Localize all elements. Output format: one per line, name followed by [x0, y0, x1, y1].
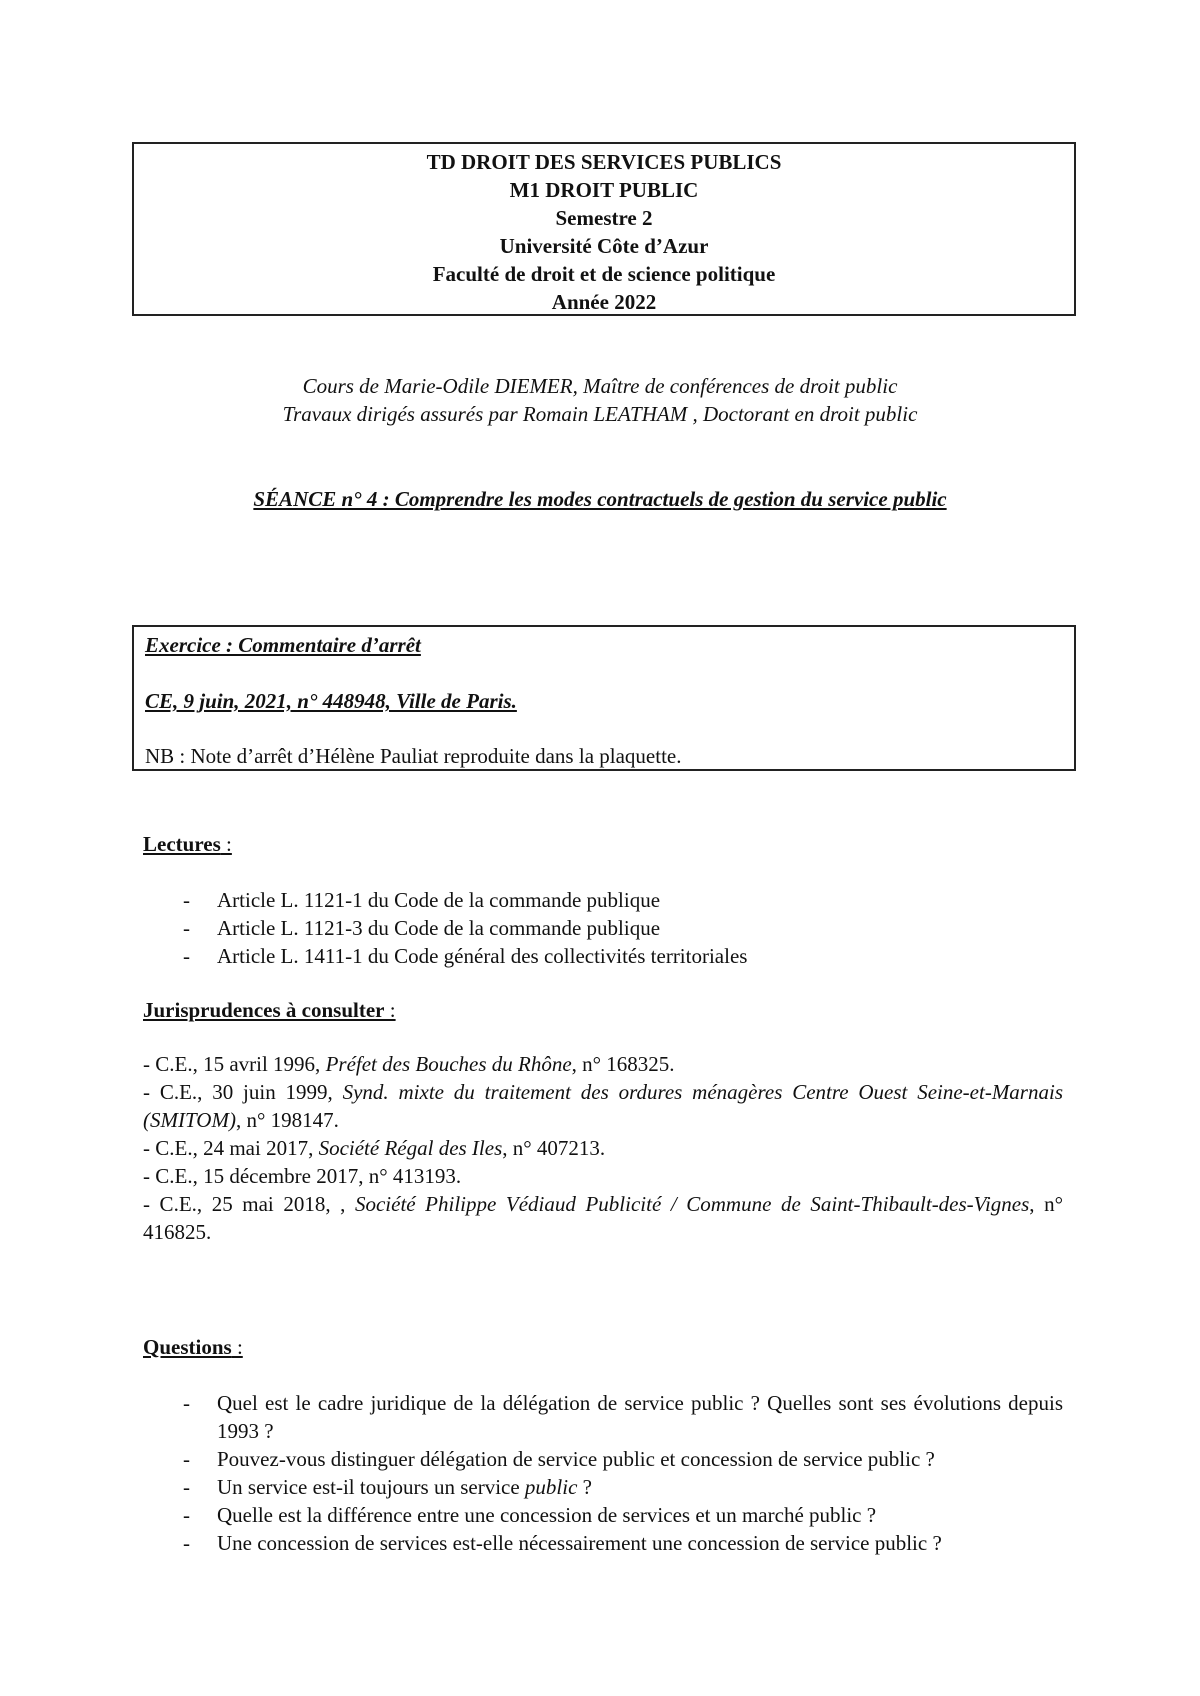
questions-suffix: : — [231, 1335, 243, 1359]
header-box — [132, 142, 1076, 316]
list-item: - Une concession de services est-elle nécessairement une concession de service public ? — [183, 1531, 942, 1555]
header-line: Faculté de droit et de science politique — [432, 262, 776, 286]
list-item: - Un service est-il toujours un service public ? — [183, 1475, 592, 1499]
header-line: Semestre 2 — [555, 206, 653, 230]
list-item: - Article L. 1121-3 du Code de la commande publique — [183, 916, 661, 940]
lectures-suffix: : — [220, 832, 232, 856]
questions-heading — [143, 1333, 243, 1361]
header-line: M1 DROIT PUBLIC — [509, 178, 699, 202]
jurisprudences-heading — [143, 996, 396, 1024]
list-item: - C.E., 24 mai 2017, Société Régal des Iles, n° 407213. — [143, 1136, 606, 1160]
lectures-list — [143, 886, 1063, 970]
seance-title: SÉANCE n° 4 : Comprendre les modes contractuels de gestion du service public — [253, 487, 947, 511]
header-line: Université Côte d’Azur — [499, 234, 709, 258]
list-item: - C.E., 15 décembre 2017, n° 413193. — [143, 1164, 462, 1188]
course-info — [0, 372, 1200, 428]
list-item: - Quel est le cadre juridique de la délégation de service public ? Quelles sont ses évolutions depuis 1993 ? — [183, 1391, 1063, 1443]
jurisprudences-list — [143, 1050, 1063, 1246]
lectures-title: Lectures — [143, 832, 221, 856]
list-item: - Pouvez-vous distinguer délégation de service public et concession de service public ? — [183, 1447, 935, 1471]
jurisprudences-title: Jurisprudences à consulter — [143, 998, 385, 1022]
questions-list — [143, 1389, 1063, 1557]
exercise-box — [132, 625, 1076, 771]
list-item: - Article L. 1411-1 du Code général des collectivités territoriales — [183, 944, 748, 968]
lecture-text: Article L. 1121-3 du Code de la commande publique — [217, 916, 661, 940]
course-lecturer: Cours de Marie-Odile DIEMER, Maître de conférences de droit public — [302, 374, 898, 398]
list-item: - C.E., 25 mai 2018, , Société Philippe Védiaud Publicité / Commune de Saint-Thibault-des-Vignes, n° 416825. — [143, 1192, 1063, 1244]
lectures-heading — [143, 830, 232, 858]
exercise-note: NB : Note d’arrêt d’Hélène Pauliat reproduite dans la plaquette. — [145, 744, 682, 768]
exercise-title: Exercice : Commentaire d’arrêt — [145, 633, 421, 657]
list-item: - Article L. 1121-1 du Code de la commande publique — [183, 888, 661, 912]
course-tutor: Travaux dirigés assurés par Romain LEATHAM , Doctorant en droit public — [282, 402, 918, 426]
questions-title: Questions — [143, 1335, 232, 1359]
list-item: - C.E., 30 juin 1999, Synd. mixte du traitement des ordures ménagères Centre Ouest Seine-et-Marnais (SMITOM), n° 198147. — [143, 1080, 1063, 1132]
header-line: TD DROIT DES SERVICES PUBLICS — [426, 150, 782, 174]
list-item: - C.E., 15 avril 1996, Préfet des Bouches du Rhône, n° 168325. — [143, 1052, 675, 1076]
lecture-text: Article L. 1411-1 du Code général des collectivités territoriales — [217, 944, 748, 968]
header-line: Année 2022 — [551, 290, 657, 314]
jurisprudences-suffix: : — [384, 998, 396, 1022]
lecture-text: Article L. 1121-1 du Code de la commande publique — [217, 888, 661, 912]
exercise-case: CE, 9 juin, 2021, n° 448948, Ville de Paris. — [145, 689, 517, 713]
list-item: - Quelle est la différence entre une concession de services et un marché public ? — [183, 1503, 877, 1527]
